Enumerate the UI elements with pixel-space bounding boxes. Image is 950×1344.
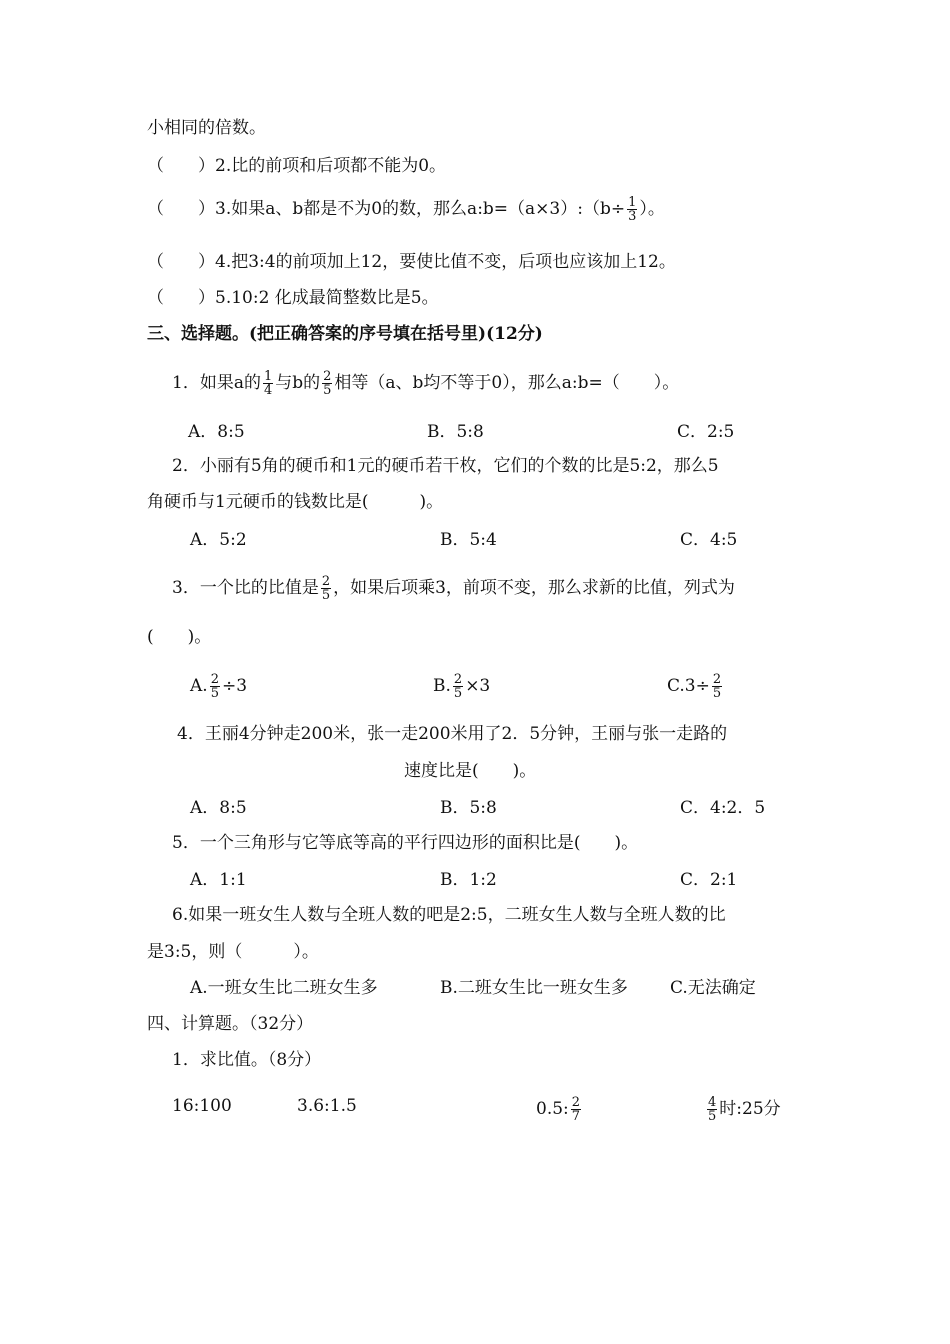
- s3-q1-frac2: $\frac{2}{5}$: [323, 369, 332, 398]
- s3-q3-optC: C.3÷ $\frac{2}{5}$: [667, 672, 722, 701]
- s3-q1-optB: B．5:8: [427, 422, 484, 442]
- s3-q2-optB: B．5:4: [440, 530, 497, 550]
- judge-q3-fraction: $\frac{1}{3}$: [628, 195, 637, 224]
- judge-q5: （ ）5.10:2 化成最简整数比是5。: [147, 288, 439, 308]
- s3-q4-optB: B．5:8: [440, 798, 497, 818]
- s3-q3-optA: A. $\frac{2}{5}$ ÷3: [190, 672, 248, 701]
- s3-q2-line2: 角硬币与1元硬币的钱数比是( )。: [147, 492, 444, 512]
- s3-q6-optB: B.二班女生比一班女生多: [440, 978, 628, 998]
- judge-q3-tail: ）。: [639, 199, 665, 219]
- s3-q3-optB: B. $\frac{2}{5}$ ×3: [433, 672, 491, 701]
- s3-q1: [172, 370, 679, 397]
- s3-q3-line2: ( )。: [147, 627, 212, 647]
- s3-q2-optA: A．5:2: [190, 530, 247, 550]
- s3-q6-optA: A.一班女生比二班女生多: [190, 978, 378, 998]
- s3-q2-line1: 2．小丽有5角的硬币和1元的硬币若干枚，它们的个数的比是5:2，那么5: [172, 456, 719, 476]
- s3-q1-mid: 与b的: [275, 373, 321, 393]
- s4-calc1: 16:100: [172, 1096, 232, 1116]
- judge-q3: [147, 196, 665, 223]
- s3-q4-optA: A．8:5: [190, 798, 247, 818]
- s3-q1-frac1: $\frac{1}{4}$: [263, 369, 273, 398]
- s3-q2-optC: C．4:5: [680, 530, 738, 550]
- s3-q6-optC: C.无法确定: [670, 978, 756, 998]
- s3-q5-optA: A．1:1: [190, 870, 247, 890]
- s3-q5: 5．一个三角形与它等底等高的平行四边形的面积比是( )。: [172, 833, 639, 853]
- s4-sub1: 1．求比值。（8分）: [172, 1050, 322, 1070]
- s3-q1-pre: 1．如果a的: [172, 373, 261, 393]
- section3-title: 三、选择题。(把正确答案的序号填在括号里)(12分): [147, 324, 543, 344]
- s3-q1-optC: C．2:5: [677, 422, 735, 442]
- s3-q1-optA: A．8:5: [188, 422, 245, 442]
- judge-q3-text: （ ）3.如果a、b都是不为0的数，那么a:b=（a×3）:（b÷: [147, 199, 626, 219]
- s4-calc2: 3.6:1.5: [297, 1096, 357, 1116]
- s3-q6-line1: 6.如果一班女生人数与全班人数的吧是2:5，二班女生人数与全班人数的比: [172, 905, 726, 925]
- judge-q2: （ ）2.比的前项和后项都不能为0。: [147, 156, 447, 176]
- s3-q3-line1: [172, 575, 735, 602]
- s4-calc3: 0.5: $\frac{2}{7}$: [536, 1095, 581, 1124]
- s3-q5-optC: C．2:1: [680, 870, 738, 890]
- s3-q4-optC: C．4:2．5: [680, 798, 766, 818]
- s3-q3-frac: $\frac{2}{5}$: [321, 574, 331, 603]
- s3-q5-optB: B．1:2: [440, 870, 497, 890]
- section4-title: 四、计算题。（32分）: [147, 1014, 314, 1034]
- s3-q4-line2: 速度比是( )。: [404, 761, 537, 781]
- s3-q6-line2: 是3:5，则（ ）。: [147, 942, 319, 962]
- s3-q4-line1: 4．王丽4分钟走200米，张一走200米用了2．5分钟，王丽与张一走路的: [177, 724, 728, 744]
- s3-q1-post: 相等（a、b均不等于0），那么a:b=（ ）。: [334, 373, 680, 393]
- s3-q3-pre: 3．一个比的比值是: [172, 578, 319, 598]
- s4-calc4: $\frac{4}{5}$ 时:25分: [708, 1095, 781, 1124]
- judge-continuation: 小相同的倍数。: [147, 118, 266, 138]
- s3-q3-post: ，如果后项乘3，前项不变，那么求新的比值，列式为: [333, 578, 735, 598]
- judge-q4: （ ）4.把3:4的前项加上12，要使比值不变，后项也应该加上12。: [147, 252, 676, 272]
